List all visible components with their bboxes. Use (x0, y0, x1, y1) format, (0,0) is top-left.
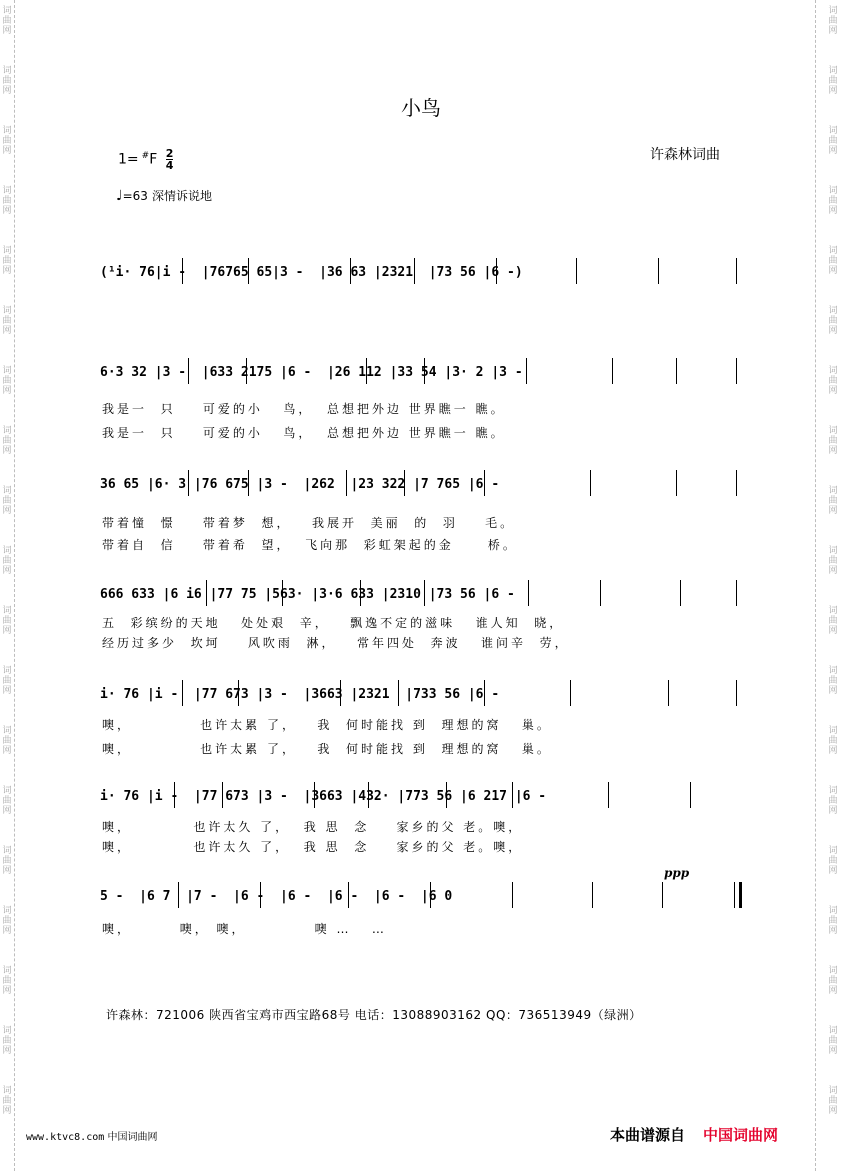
watermark-char: 词 (2, 66, 12, 76)
watermark-char: 曲 (828, 196, 838, 206)
watermark-char: 网 (828, 446, 838, 456)
watermark-group (0, 606, 14, 666)
watermark-char: 词 (2, 6, 12, 16)
watermark-char: 词 (828, 246, 838, 256)
watermark-char: 网 (828, 626, 838, 636)
tempo-expression: 深情诉说地 (151, 189, 212, 203)
watermark-group (826, 906, 840, 966)
watermark-group (826, 186, 840, 246)
barline (188, 470, 189, 496)
watermark-group (0, 246, 14, 306)
watermark-char: 网 (2, 1106, 12, 1116)
barline (736, 470, 737, 496)
watermark-char: 网 (828, 26, 838, 36)
watermark-group (826, 246, 840, 306)
watermark-left (0, 6, 14, 1146)
watermark-char: 曲 (2, 1036, 12, 1046)
watermark-char: 词 (828, 66, 838, 76)
barline (736, 680, 737, 706)
watermark-char: 词 (2, 966, 12, 976)
watermark-group (826, 426, 840, 486)
watermark-char: 曲 (828, 796, 838, 806)
barline (612, 358, 613, 384)
barline (248, 470, 249, 496)
lyric-6-verse-1: 噢， 也许太久 了， 我 思 念 家乡的父 老。噢， (102, 820, 524, 834)
barline (528, 580, 529, 606)
watermark-char: 网 (828, 206, 838, 216)
barline (570, 680, 571, 706)
key-note: F (149, 151, 158, 168)
watermark-char: 网 (2, 926, 12, 936)
watermark-group (826, 1026, 840, 1086)
watermark-group (0, 126, 14, 186)
watermark-group (826, 6, 840, 66)
barline (496, 258, 497, 284)
lyric-3-verse-1: 带着憧 憬 带着梦 想， 我展开 美丽 的 羽 毛。 (102, 516, 516, 530)
barline (668, 680, 669, 706)
watermark-char: 网 (2, 1046, 12, 1056)
tempo-marking (116, 187, 212, 204)
watermark-char: 词 (828, 666, 838, 676)
watermark-char: 词 (828, 966, 838, 976)
footer-site-name: 中国词曲网 (107, 1132, 158, 1143)
watermark-char: 曲 (2, 676, 12, 686)
time-signature (166, 148, 174, 171)
watermark-char: 曲 (828, 136, 838, 146)
watermark-char: 曲 (2, 616, 12, 626)
watermark-char: 词 (2, 186, 12, 196)
right-margin-line (815, 0, 816, 1171)
brand-name[interactable]: 中国词曲网 (703, 1126, 779, 1144)
watermark-char: 网 (2, 266, 12, 276)
watermark-char: 词 (828, 606, 838, 616)
watermark-char: 曲 (2, 196, 12, 206)
barline (222, 782, 223, 808)
watermark-char: 词 (2, 126, 12, 136)
lyric-5-verse-1: 噢， 也许太累 了， 我 何时能找 到 理想的窝 巢。 (102, 718, 552, 732)
watermark-char: 曲 (828, 76, 838, 86)
watermark-char: 网 (2, 566, 12, 576)
watermark-char: 网 (828, 326, 838, 336)
watermark-char: 网 (828, 86, 838, 96)
barline (340, 680, 341, 706)
watermark-char: 词 (2, 306, 12, 316)
watermark-char: 曲 (828, 736, 838, 746)
watermark-group (0, 726, 14, 786)
watermark-char: 词 (828, 186, 838, 196)
watermark-char: 曲 (2, 136, 12, 146)
watermark-char: 曲 (828, 856, 838, 866)
watermark-group (826, 726, 840, 786)
watermark-char: 网 (2, 146, 12, 156)
watermark-char: 词 (2, 606, 12, 616)
watermark-group (0, 906, 14, 966)
watermark-group (0, 666, 14, 726)
watermark-char: 曲 (2, 556, 12, 566)
barline (484, 470, 485, 496)
watermark-char: 网 (828, 746, 838, 756)
watermark-char: 词 (2, 246, 12, 256)
watermark-group (826, 666, 840, 726)
watermark-char: 词 (828, 726, 838, 736)
watermark-char: 曲 (828, 916, 838, 926)
barline (526, 358, 527, 384)
quarter-note-icon: ♩ (116, 188, 123, 204)
watermark-group (0, 966, 14, 1026)
watermark-char: 网 (2, 686, 12, 696)
barline (188, 358, 189, 384)
watermark-char: 网 (828, 686, 838, 696)
barline (680, 580, 681, 606)
watermark-group (826, 126, 840, 186)
watermark-char: 词 (2, 546, 12, 556)
watermark-char: 词 (2, 786, 12, 796)
watermark-char: 曲 (2, 256, 12, 266)
watermark-char: 曲 (2, 496, 12, 506)
watermark-group (0, 846, 14, 906)
watermark-char: 词 (828, 306, 838, 316)
song-title: 小鸟 (401, 96, 441, 120)
watermark-group (0, 546, 14, 606)
watermark-char: 网 (2, 386, 12, 396)
watermark-group (0, 1026, 14, 1086)
barline (658, 258, 659, 284)
watermark-char: 网 (2, 986, 12, 996)
watermark-char: 网 (828, 806, 838, 816)
key-signature (118, 148, 173, 171)
barline (676, 358, 677, 384)
barline (206, 580, 207, 606)
watermark-char: 曲 (828, 556, 838, 566)
watermark-char: 网 (2, 446, 12, 456)
watermark-group (826, 546, 840, 606)
watermark-char: 网 (2, 206, 12, 216)
barline (182, 258, 183, 284)
watermark-char: 词 (2, 486, 12, 496)
barline (600, 580, 601, 606)
watermark-char: 网 (828, 386, 838, 396)
notation-line-4: 666 633 |6 i6 |77 75 |563· |3·6 633 |2310 |73 56 |6 - (100, 584, 740, 606)
watermark-char: 曲 (828, 436, 838, 446)
watermark-group (826, 786, 840, 846)
watermark-char: 网 (828, 266, 838, 276)
barline (676, 470, 677, 496)
barline (248, 258, 249, 284)
watermark-char: 词 (2, 906, 12, 916)
watermark-char: 曲 (2, 76, 12, 86)
barline (404, 470, 405, 496)
author-credit: 许森林词曲 (650, 147, 720, 163)
watermark-char: 曲 (828, 256, 838, 266)
final-barline (734, 882, 742, 908)
barline (512, 782, 513, 808)
watermark-char: 曲 (2, 376, 12, 386)
lyric-2-verse-2: 我是一 只 可爱的小 鸟， 总想把外边 世界瞧一 瞧。 (102, 426, 506, 440)
watermark-char: 词 (2, 1086, 12, 1096)
watermark-char: 词 (828, 1086, 838, 1096)
footer-source (610, 1124, 778, 1145)
watermark-group (826, 486, 840, 546)
watermark-char: 曲 (2, 316, 12, 326)
barline (182, 680, 183, 706)
barline (590, 470, 591, 496)
watermark-right (826, 6, 840, 1146)
watermark-char: 网 (2, 626, 12, 636)
watermark-char: 曲 (2, 976, 12, 986)
barline (608, 782, 609, 808)
dynamic-ppp: ppp (664, 866, 690, 880)
notation-line-7: 5 - |6 7 |7 - |6 - |6 - |6 - |6 - |6 0 (100, 886, 740, 908)
barline (238, 680, 239, 706)
lyric-7: 噢， 噢， 噢， 噢 … … (102, 922, 387, 936)
watermark-char: 网 (828, 146, 838, 156)
watermark-char: 词 (828, 426, 838, 436)
watermark-group (0, 486, 14, 546)
watermark-group (0, 426, 14, 486)
lyric-3-verse-2: 带着自 信 带着希 望， 飞向那 彩虹架起的金 桥。 (102, 538, 518, 552)
watermark-char: 曲 (828, 976, 838, 986)
left-margin-line (14, 0, 15, 1171)
barline (736, 258, 737, 284)
watermark-char: 曲 (2, 436, 12, 446)
watermark-char: 曲 (2, 916, 12, 926)
barline (366, 358, 367, 384)
watermark-group (0, 186, 14, 246)
watermark-group (0, 366, 14, 426)
barline (592, 882, 593, 908)
watermark-char: 曲 (2, 16, 12, 26)
watermark-char: 词 (828, 846, 838, 856)
source-label: 本曲谱源自 (610, 1126, 686, 1144)
lyric-5-verse-2: 噢， 也许太累 了， 我 何时能找 到 理想的窝 巢。 (102, 742, 552, 756)
watermark-char: 词 (2, 726, 12, 736)
watermark-char: 曲 (828, 676, 838, 686)
watermark-group (826, 606, 840, 666)
watermark-group (826, 306, 840, 366)
watermark-char: 网 (2, 326, 12, 336)
watermark-char: 网 (828, 506, 838, 516)
notation-line-6: i· 76 |i - |77 673 |3 - |3663 |432· |773 56 |6 217 |6 - (100, 786, 740, 808)
contact-info: 许森林：721006 陕西省宝鸡市西宝路68号 电话：13088903162 QQ：736513949（绿洲） (106, 1008, 642, 1022)
barline (424, 580, 425, 606)
lyric-6-verse-2: 噢， 也许太久 了， 我 思 念 家乡的父 老。噢， (102, 840, 524, 854)
barline (282, 580, 283, 606)
watermark-group (0, 306, 14, 366)
watermark-char: 词 (828, 906, 838, 916)
watermark-char: 词 (2, 846, 12, 856)
notation-line-1: (¹i· 76|i - |76765 65|3 - |36 63 |2321 |73 56 |6 -) (100, 262, 740, 284)
watermark-char: 曲 (2, 856, 12, 866)
barline (368, 782, 369, 808)
watermark-group (826, 366, 840, 426)
watermark-char: 网 (828, 566, 838, 576)
barline (662, 882, 663, 908)
barline (246, 358, 247, 384)
meter-top: 2 (165, 147, 174, 160)
barline (260, 882, 261, 908)
lyric-4-verse-1: 五 彩缤纷的天地 处处艰 辛， 飘逸不定的滋味 谁人知 晓， (102, 616, 565, 630)
tempo-bpm: =63 (122, 189, 148, 203)
barline (512, 882, 513, 908)
watermark-char: 曲 (828, 1036, 838, 1046)
watermark-char: 曲 (2, 796, 12, 806)
watermark-char: 词 (828, 486, 838, 496)
watermark-char: 网 (828, 866, 838, 876)
barline (484, 680, 485, 706)
watermark-char: 网 (828, 926, 838, 936)
watermark-char: 词 (828, 1026, 838, 1036)
watermark-char: 词 (2, 366, 12, 376)
watermark-char: 词 (2, 1026, 12, 1036)
watermark-char: 词 (2, 426, 12, 436)
sharp-sign: # (141, 150, 150, 161)
watermark-group (0, 6, 14, 66)
barline (346, 470, 347, 496)
barline (178, 882, 179, 908)
watermark-char: 曲 (828, 376, 838, 386)
watermark-char: 曲 (828, 1096, 838, 1106)
barline (736, 358, 737, 384)
notation-line-5: i· 76 |i - |77 673 |3 - |3663 |2321 |733 56 |6 - (100, 684, 740, 706)
barline (350, 258, 351, 284)
notation-line-3: 36 65 |6· 3 |76 675 |3 - |262 |23 322 |7 765 |6 - (100, 474, 740, 496)
watermark-char: 词 (2, 666, 12, 676)
notation-line-2: 6·3 32 |3 - |633 2175 |6 - |26 112 |33 54 |3· 2 |3 - (100, 362, 740, 384)
watermark-char: 词 (828, 546, 838, 556)
barline (424, 358, 425, 384)
barline (314, 782, 315, 808)
watermark-group (826, 846, 840, 906)
watermark-char: 网 (2, 506, 12, 516)
barline (398, 680, 399, 706)
watermark-char: 曲 (828, 616, 838, 626)
barline (360, 580, 361, 606)
watermark-char: 网 (828, 1046, 838, 1056)
watermark-char: 网 (2, 866, 12, 876)
watermark-char: 曲 (2, 1096, 12, 1106)
barline (348, 882, 349, 908)
watermark-group (0, 786, 14, 846)
lyric-4-verse-2: 经历过多少 坎坷 风吹雨 淋， 常年四处 奔波 谁问辛 劳， (102, 636, 570, 650)
barline (576, 258, 577, 284)
key-prefix: 1= (118, 151, 139, 168)
watermark-char: 曲 (828, 496, 838, 506)
meter-bottom: 4 (165, 159, 174, 172)
watermark-char: 网 (828, 986, 838, 996)
watermark-char: 词 (828, 6, 838, 16)
barline (736, 580, 737, 606)
footer-url[interactable]: www.ktvc8.com (26, 1132, 105, 1143)
watermark-group (826, 1086, 840, 1146)
watermark-char: 网 (2, 26, 12, 36)
watermark-char: 网 (828, 1106, 838, 1116)
barline (446, 782, 447, 808)
watermark-char: 网 (2, 746, 12, 756)
watermark-group (826, 966, 840, 1026)
watermark-char: 曲 (828, 16, 838, 26)
barline (174, 782, 175, 808)
lyric-2-verse-1: 我是一 只 可爱的小 鸟， 总想把外边 世界瞧一 瞧。 (102, 402, 506, 416)
watermark-char: 词 (828, 126, 838, 136)
barline (690, 782, 691, 808)
watermark-group (0, 1086, 14, 1146)
watermark-char: 词 (828, 366, 838, 376)
watermark-char: 网 (2, 806, 12, 816)
footer-website (26, 1128, 157, 1143)
barline (414, 258, 415, 284)
watermark-char: 曲 (828, 316, 838, 326)
watermark-char: 词 (828, 786, 838, 796)
watermark-char: 网 (2, 86, 12, 96)
watermark-char: 曲 (2, 736, 12, 746)
barline (430, 882, 431, 908)
